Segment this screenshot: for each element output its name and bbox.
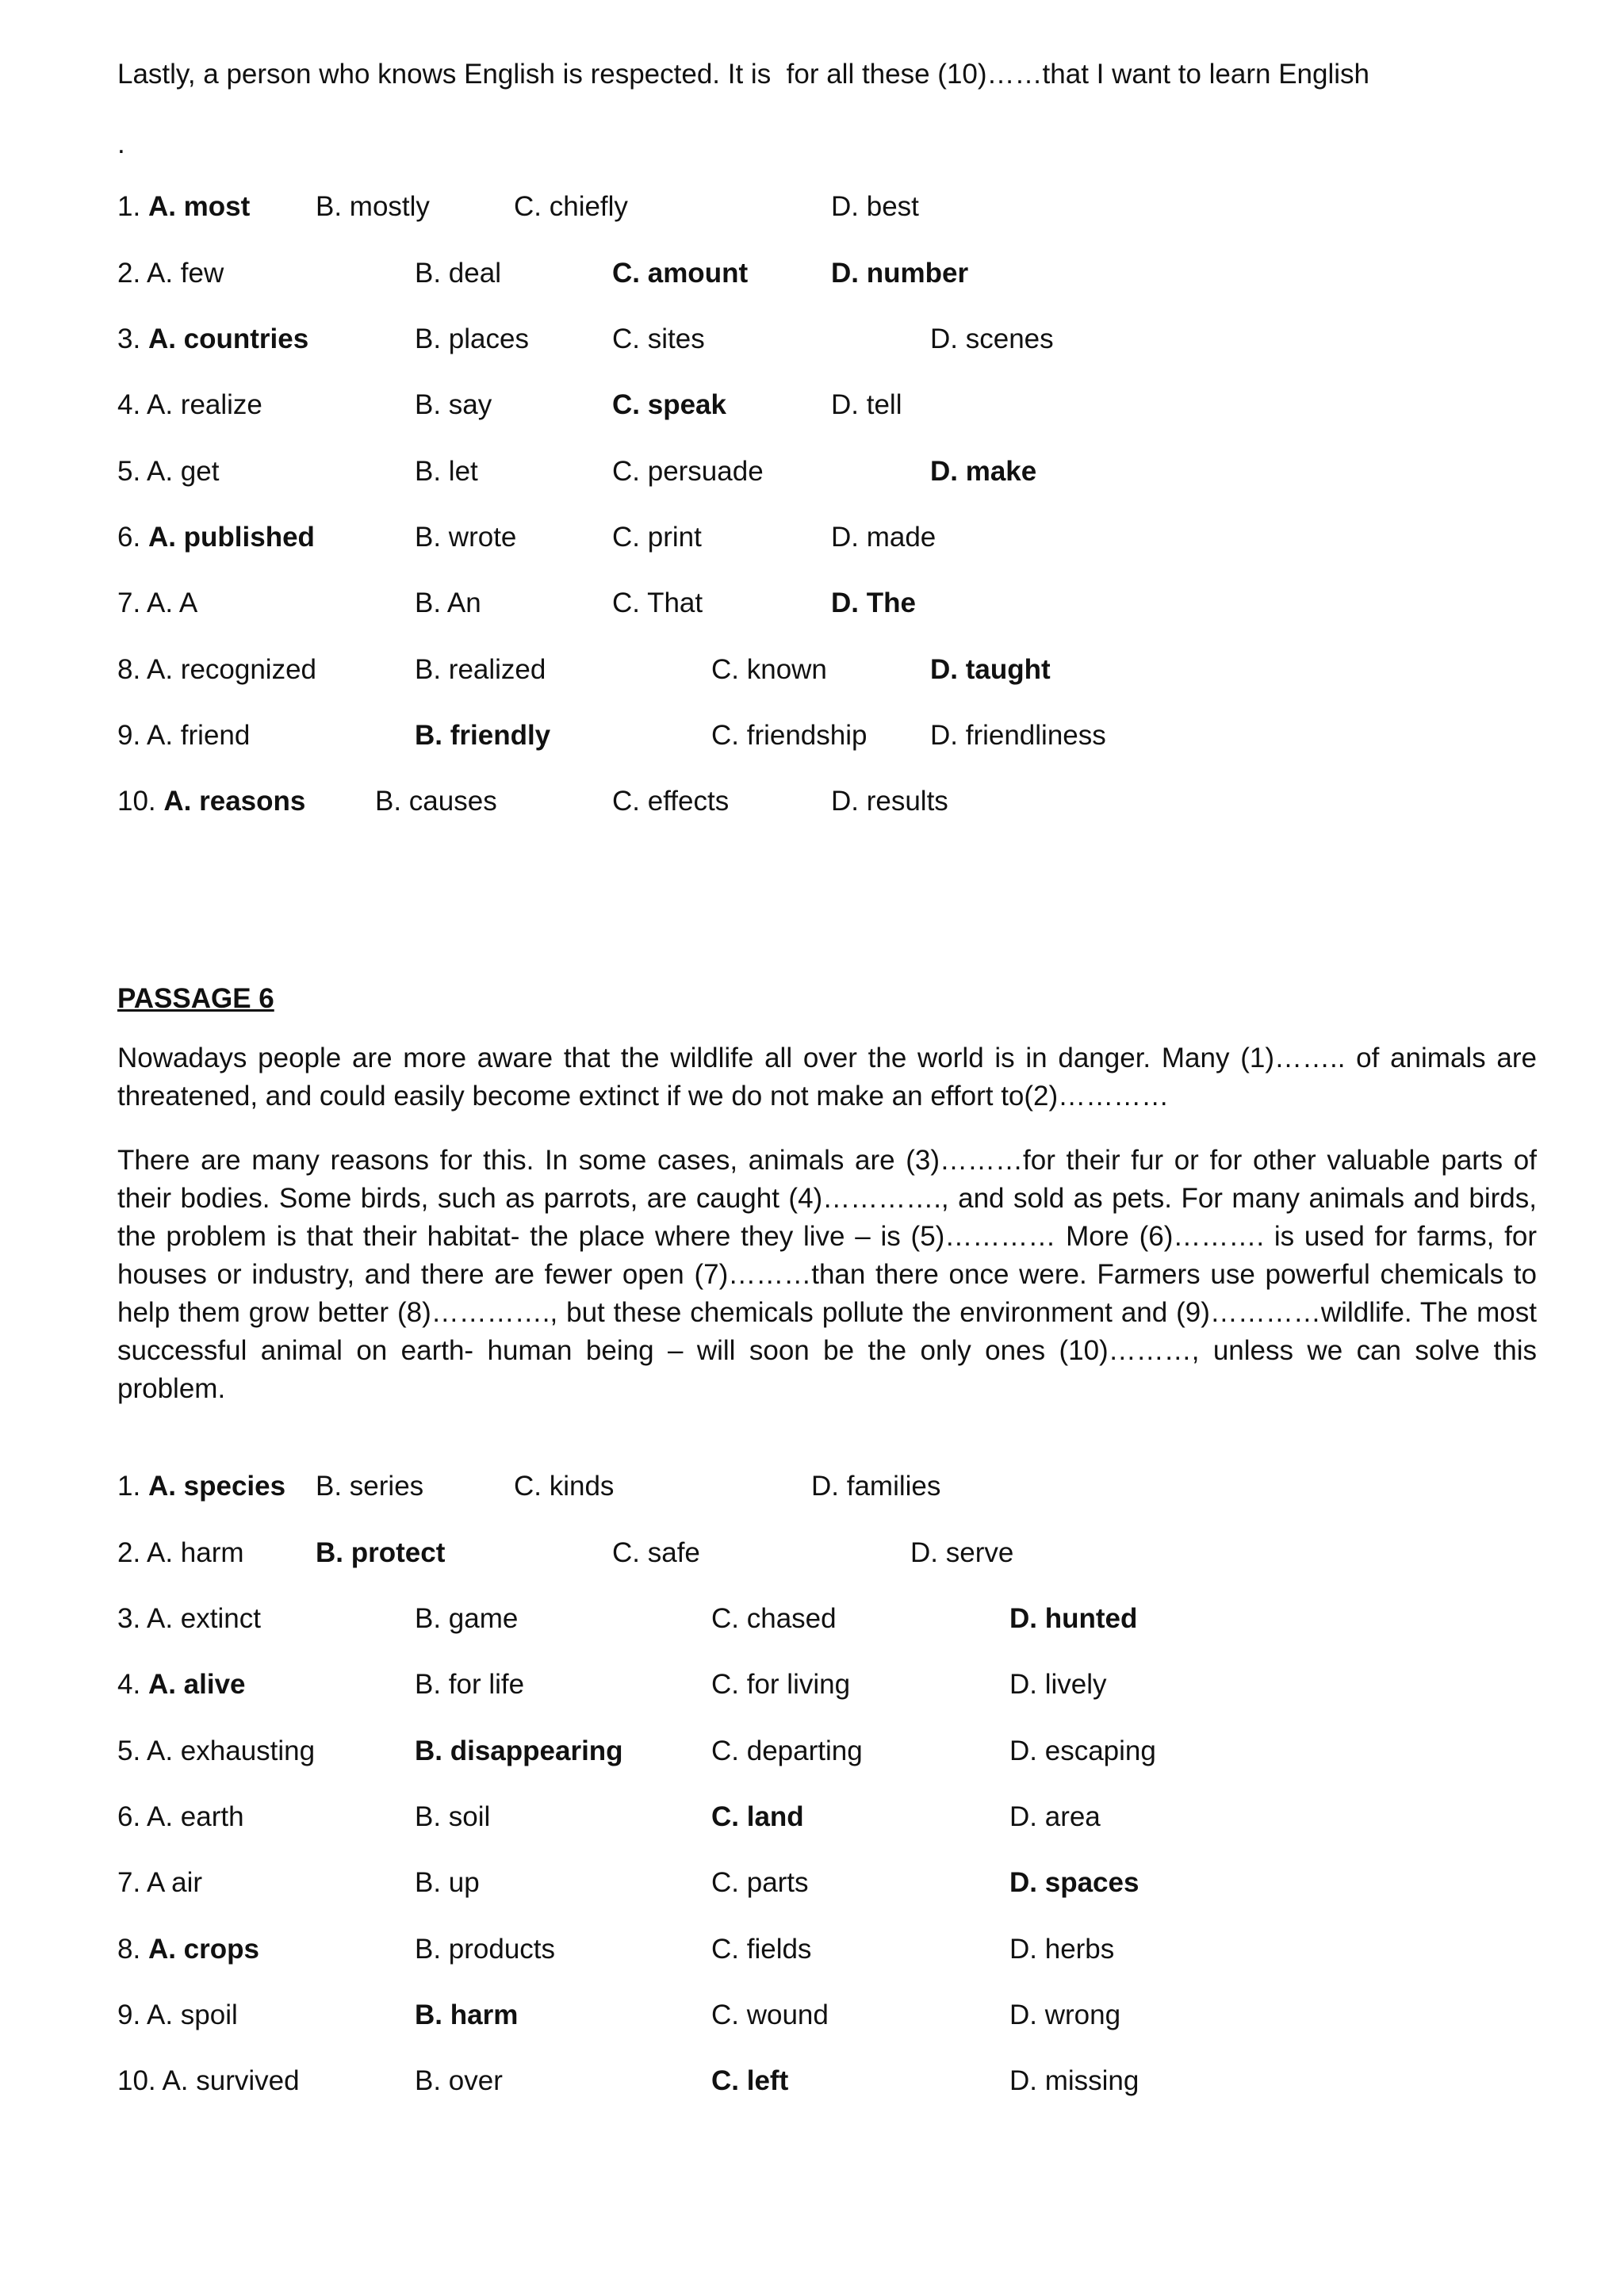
- question-row: [0, 1599, 1624, 1639]
- option-b: B. series: [316, 1471, 424, 1502]
- option-a-text: A. crops: [147, 1934, 259, 1965]
- question-number: 6.: [117, 1801, 141, 1832]
- question-number: 9.: [117, 720, 141, 751]
- question-number: 2.: [117, 258, 141, 289]
- option-a-text: A. friend: [147, 720, 251, 751]
- option-a: [117, 650, 316, 690]
- option-a-text: A. survived: [162, 2065, 300, 2096]
- option-d: D. friendliness: [930, 720, 1106, 751]
- question-row: [0, 320, 1624, 359]
- option-c: C. fields: [711, 1934, 812, 1965]
- option-c: C. sites: [612, 323, 705, 354]
- option-a: [117, 254, 224, 293]
- option-b: B. mostly: [316, 191, 430, 222]
- option-b: B. let: [415, 456, 478, 487]
- question-number: 4.: [117, 389, 141, 420]
- option-d: D. herbs: [1009, 1934, 1115, 1965]
- option-a-text: A. alive: [147, 1669, 246, 1700]
- question-row: [0, 187, 1624, 227]
- option-a-text: A. published: [147, 522, 315, 553]
- option-a: [117, 1863, 202, 1903]
- question-row: [0, 1467, 1624, 1506]
- option-c: C. effects: [612, 786, 730, 817]
- option-c: C. That: [612, 587, 703, 618]
- question-number: 9.: [117, 1999, 141, 2030]
- option-d: D. escaping: [1009, 1735, 1156, 1766]
- question-number: 3.: [117, 323, 141, 354]
- passage6-paragraph-1: Nowadays people are more aware that the wildlife all over the world is in danger. Many (1)…….. of animals are threatened, and could easily become extinct if we do not make an effort to(2)…………: [117, 1043, 1537, 1112]
- question-number: 8.: [117, 1934, 141, 1965]
- question-number: 7.: [117, 587, 141, 618]
- option-b: B. game: [415, 1603, 519, 1634]
- option-d: D. taught: [930, 654, 1051, 685]
- option-c: C. left: [711, 2065, 789, 2096]
- question-number: 7.: [117, 1867, 141, 1898]
- option-d: D. results: [831, 786, 948, 817]
- option-a-text: A. earth: [147, 1801, 244, 1832]
- question-number: 4.: [117, 1669, 141, 1700]
- option-b: B. soil: [415, 1801, 491, 1832]
- option-a-text: A. realize: [147, 389, 262, 420]
- question-row: [0, 2061, 1624, 2101]
- option-a: [117, 716, 250, 756]
- question-row: [0, 254, 1624, 293]
- option-d: D. spaces: [1009, 1867, 1139, 1898]
- option-d: D. wrong: [1009, 1999, 1121, 2030]
- option-a-text: A. most: [147, 191, 251, 222]
- question-row: [0, 584, 1624, 623]
- question-row: [0, 518, 1624, 557]
- passage5-closing-line: Lastly, a person who knows English is respected. It is for all these (10)……that I want to learn English: [117, 59, 1369, 90]
- option-c: C. speak: [612, 389, 726, 420]
- option-d: D. serve: [910, 1537, 1014, 1568]
- option-b: B. disappearing: [415, 1735, 623, 1766]
- option-a-text: A. get: [147, 456, 220, 487]
- option-c: C. for living: [711, 1669, 851, 1700]
- option-a-text: A. spoil: [147, 1999, 238, 2030]
- option-a-text: A. countries: [147, 323, 309, 354]
- question-row: [0, 716, 1624, 756]
- option-a: [117, 2061, 300, 2101]
- option-b: B. wrote: [415, 522, 517, 553]
- question-row: [0, 385, 1624, 425]
- question-number: 5.: [117, 1735, 141, 1766]
- stray-dot: .: [117, 128, 125, 159]
- question-row: [0, 1996, 1624, 2035]
- option-a: [117, 1467, 285, 1506]
- option-d: D. number: [831, 258, 969, 289]
- option-c: C. land: [711, 1801, 804, 1832]
- option-b: B. over: [415, 2065, 503, 2096]
- option-a: [117, 1732, 315, 1771]
- option-b: B. up: [415, 1867, 480, 1898]
- option-d: D. tell: [831, 389, 902, 420]
- option-b: B. An: [415, 587, 481, 618]
- option-c: C. amount: [612, 258, 749, 289]
- option-d: D. best: [831, 191, 919, 222]
- option-c: C. departing: [711, 1735, 863, 1766]
- option-a: [117, 1533, 244, 1573]
- option-c: C. print: [612, 522, 702, 553]
- option-c: C. persuade: [612, 456, 764, 487]
- option-d: D. make: [930, 456, 1037, 487]
- option-a-text: A. extinct: [147, 1603, 261, 1634]
- option-a: [117, 452, 219, 492]
- option-b: B. for life: [415, 1669, 525, 1700]
- option-a: [117, 584, 197, 623]
- option-b: B. protect: [316, 1537, 446, 1568]
- option-a-text: A. exhausting: [147, 1735, 316, 1766]
- question-number: 3.: [117, 1603, 141, 1634]
- question-number: 1.: [117, 1471, 141, 1502]
- option-b: B. deal: [415, 258, 501, 289]
- option-a-text: A. recognized: [147, 654, 317, 685]
- option-c: C. kinds: [514, 1471, 615, 1502]
- question-number: 2.: [117, 1537, 141, 1568]
- question-row: [0, 650, 1624, 690]
- option-b: B. say: [415, 389, 492, 420]
- question-number: 1.: [117, 191, 141, 222]
- option-a: [117, 385, 262, 425]
- question-number: 10.: [117, 786, 156, 817]
- question-row: [0, 1863, 1624, 1903]
- option-a-text: A. A: [147, 587, 198, 618]
- option-d: D. missing: [1009, 2065, 1139, 2096]
- option-d: D. scenes: [930, 323, 1054, 354]
- option-a: [117, 1930, 259, 1969]
- option-b: B. friendly: [415, 720, 551, 751]
- option-a-text: A. few: [147, 258, 224, 289]
- question-number: 8.: [117, 654, 141, 685]
- option-a-text: A. species: [147, 1471, 286, 1502]
- option-a: [117, 320, 308, 359]
- option-a-text: A air: [147, 1867, 203, 1898]
- option-c: C. wound: [711, 1999, 829, 2030]
- question-row: [0, 1797, 1624, 1837]
- option-b: B. realized: [415, 654, 546, 685]
- option-d: D. made: [831, 522, 936, 553]
- option-c: C. parts: [711, 1867, 809, 1898]
- option-c: C. friendship: [711, 720, 868, 751]
- passage6-paragraph-2: There are many reasons for this. In some cases, animals are (3)………for their fur or for other valuable parts of their bodies. Some birds, such as parrots, are caught (4)…………., and sold as pets. For many animals and birds, the problem is that their habitat- the place where they live – is (5)………… More (6)………. is used for farms, for houses or industry, and there are fewer open (7)………than there once were. Farmers use powerful chemicals to help them grow better (8)…………., but these chemicals pollute the environment and (9)…………wildlife. The most successful animal on earth- human being – will soon be the only ones (10)………, unless we can solve this problem.: [117, 1145, 1537, 1404]
- option-d: D. families: [811, 1471, 941, 1502]
- question-row: [0, 1665, 1624, 1705]
- option-d: D. The: [831, 587, 916, 618]
- option-a-text: A. harm: [147, 1537, 244, 1568]
- option-b: B. causes: [375, 786, 497, 817]
- question-row: [0, 1930, 1624, 1969]
- option-b: B. harm: [415, 1999, 519, 2030]
- option-a: [117, 1599, 261, 1639]
- option-a: [117, 518, 315, 557]
- option-a: [117, 187, 250, 227]
- option-a: [117, 1996, 238, 2035]
- question-row: [0, 452, 1624, 492]
- option-b: B. products: [415, 1934, 556, 1965]
- option-c: C. chiefly: [514, 191, 628, 222]
- option-d: D. area: [1009, 1801, 1101, 1832]
- passage-title: PASSAGE 6: [117, 983, 274, 1014]
- question-row: [0, 782, 1624, 821]
- question-row: [0, 1533, 1624, 1573]
- option-a-text: A. reasons: [163, 786, 306, 817]
- question-number: 10.: [117, 2065, 156, 2096]
- option-a: [117, 1665, 246, 1705]
- option-c: C. safe: [612, 1537, 700, 1568]
- option-b: B. places: [415, 323, 529, 354]
- option-a: [117, 782, 305, 821]
- option-c: C. chased: [711, 1603, 837, 1634]
- question-row: [0, 1732, 1624, 1771]
- option-d: D. lively: [1009, 1669, 1107, 1700]
- option-d: D. hunted: [1009, 1603, 1138, 1634]
- question-number: 5.: [117, 456, 141, 487]
- option-c: C. known: [711, 654, 827, 685]
- question-number: 6.: [117, 522, 141, 553]
- option-a: [117, 1797, 244, 1837]
